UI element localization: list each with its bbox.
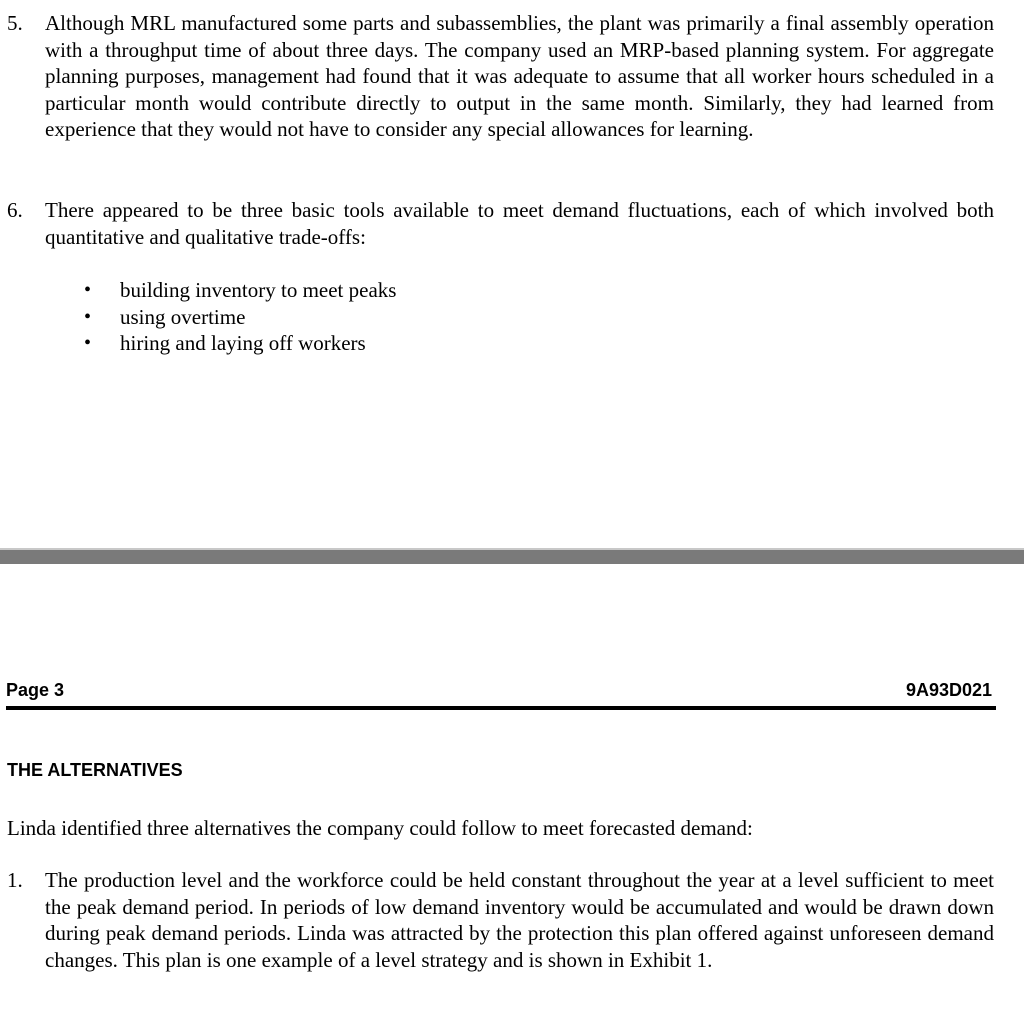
item-5-number: 5. — [7, 11, 23, 35]
item-6-paragraph: There appeared to be three basic tools available to meet demand fluctuations, each of which involved both quantitative and qualitative trade-offs: — [45, 198, 994, 249]
page-break-divider — [0, 548, 1024, 564]
item-1-number: 1. — [7, 868, 23, 892]
item-5-paragraph: Although MRL manufactured some parts and subassemblies, the plant was primarily a final assembly operation with a throughput time of about three days. The company used an MRP-based planning system. For aggregate planning purposes, management had found that it was adequate to assume that all worker hours scheduled in a particular month would contribute directly to output in the same month. Similarly, they had learned from experience that they would not have to consider any special allowances for learning. — [45, 11, 994, 141]
bullet-icon: • — [84, 305, 92, 328]
bullet-text: using overtime — [120, 304, 246, 329]
page-number: Page 3 — [6, 680, 65, 700]
bullet-icon: • — [84, 332, 92, 354]
item-6-number: 6. — [7, 198, 23, 222]
list-item — [84, 277, 396, 304]
bullet-text: hiring and laying off workers — [120, 331, 366, 355]
list-item — [84, 330, 396, 357]
section-title: THE ALTERNATIVES — [7, 760, 183, 780]
bullet-icon: • — [84, 279, 92, 301]
tools-bullet-list — [84, 277, 396, 357]
item-1-paragraph: The production level and the workforce could be held constant throughout the year at a level sufficient to meet the peak demand period. In periods of low demand inventory would be accumulated and would be drawn down during peak demand periods. Linda was attracted by the protection this plan offered against unforeseen demand changes. This plan is one example of a level strategy and is shown in Exhibit 1. — [45, 868, 994, 972]
bullet-text: building inventory to meet peaks — [120, 278, 397, 302]
document-code: 9A93D021 — [905, 680, 992, 700]
page-header — [6, 680, 996, 710]
list-item — [84, 304, 396, 331]
section-intro: Linda identified three alternatives the company could follow to meet forecasted demand: — [7, 816, 753, 840]
